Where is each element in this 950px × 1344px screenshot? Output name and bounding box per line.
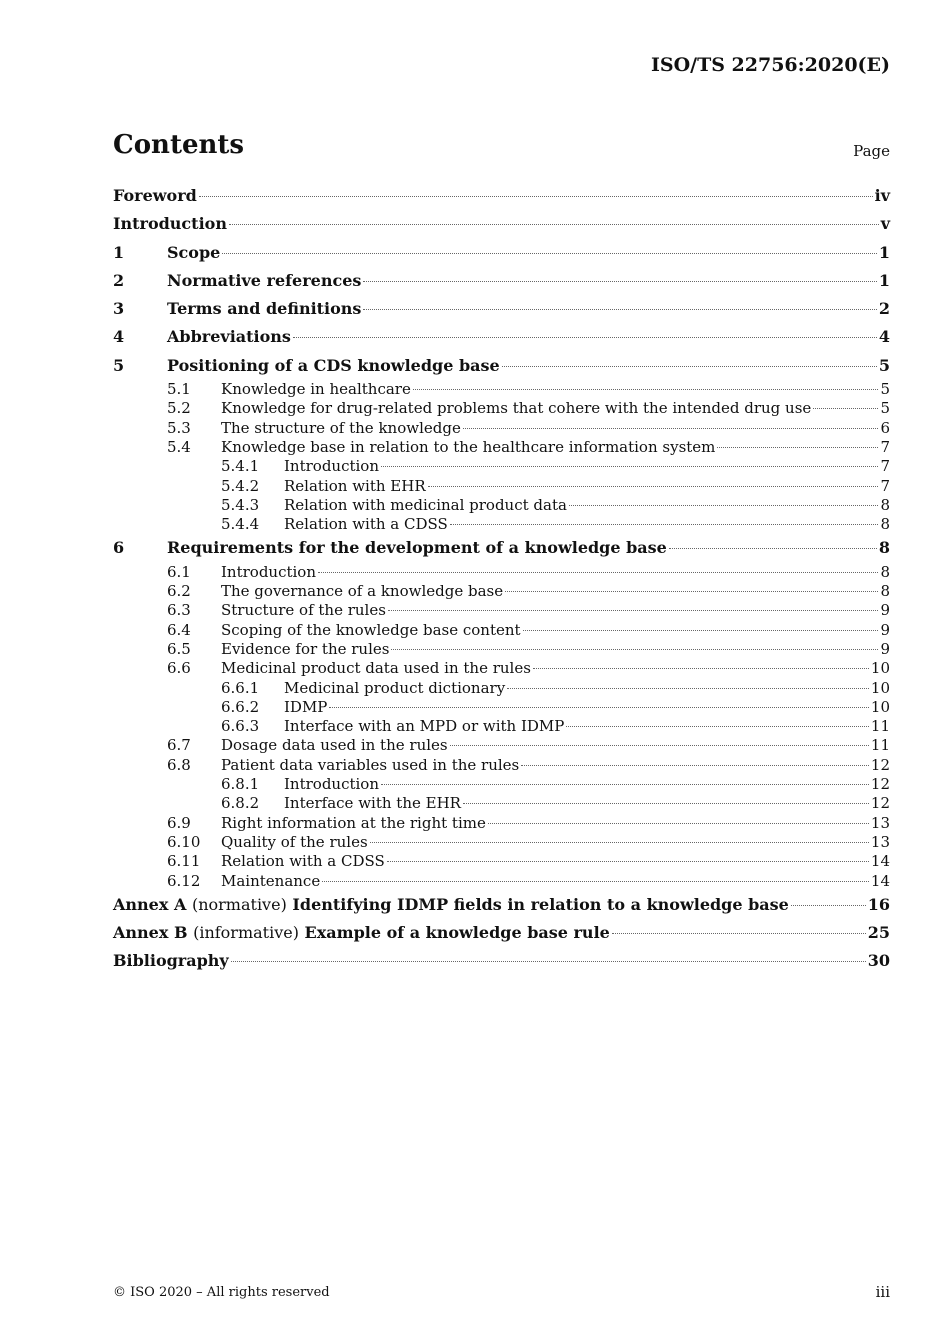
annex-type: (normative) <box>191 894 287 914</box>
toc-entry-page: 8 <box>880 582 890 601</box>
leader-dots <box>370 842 869 843</box>
annex-title: Identifying IDMP fields in relation to a knowledge base <box>292 894 789 914</box>
toc-entry-page: 10 <box>870 678 890 697</box>
toc-entry-number: 5.4.2 <box>221 476 260 495</box>
toc-entry-5-4-1[interactable] <box>113 457 890 476</box>
toc-entry-title: Scope <box>167 242 221 262</box>
toc-entry-page: iv <box>874 186 890 205</box>
toc-entry-page: 7 <box>880 437 890 456</box>
leader-dots <box>363 281 876 282</box>
toc-entry-title: Bibliography <box>113 951 229 971</box>
toc-entry-terms-and-definitions[interactable] <box>113 295 890 323</box>
toc-entry-title <box>113 891 789 919</box>
leader-dots <box>669 548 877 549</box>
toc-entry-6-7[interactable] <box>113 736 890 755</box>
toc-entry-number: 5.2 <box>167 399 191 418</box>
leader-dots <box>391 649 878 650</box>
toc-entry-page: 2 <box>878 299 890 319</box>
toc-entry-page: 1 <box>878 242 890 262</box>
leader-dots <box>388 610 879 611</box>
toc-entry-6-8[interactable] <box>113 756 890 775</box>
leader-dots <box>387 861 869 862</box>
toc-entry-number: 6.6.2 <box>221 697 260 716</box>
annex-label: Annex A <box>113 894 187 914</box>
toc-entry-6-6-2[interactable] <box>113 698 890 717</box>
leader-dots <box>569 505 879 506</box>
leader-dots <box>523 630 879 631</box>
toc-entry-page: 4 <box>878 327 890 347</box>
toc-entry-6-6-1[interactable] <box>113 679 890 698</box>
toc-entry-page: 1 <box>878 270 890 290</box>
toc-entry-title: Interface with an MPD or with IDMP <box>284 717 565 736</box>
toc-entry-page: 8 <box>880 515 890 534</box>
toc-entry-number: 4 <box>113 327 125 347</box>
toc-entry-title: Positioning of a CDS knowledge base <box>167 355 500 375</box>
toc-entry-page: 10 <box>870 697 890 716</box>
toc-entry-number: 6.3 <box>167 601 191 620</box>
toc-entry-5-3[interactable] <box>113 419 890 438</box>
toc-entry-section-5[interactable] <box>113 352 890 380</box>
toc-entry-introduction[interactable] <box>113 210 890 238</box>
toc-entry-number: 6.12 <box>167 871 201 890</box>
table-of-contents <box>113 182 890 976</box>
annex-type: (informative) <box>193 923 299 943</box>
leader-dots <box>229 224 879 225</box>
toc-entry-number: 6.9 <box>167 813 191 832</box>
toc-entry-title: Knowledge for drug-related problems that cohere with the intended drug use <box>221 399 812 418</box>
toc-entry-title: Relation with medicinal product data <box>284 495 567 514</box>
toc-entry-title: Relation with a CDSS <box>284 515 448 534</box>
toc-entry-number: 6.1 <box>167 562 191 581</box>
leader-dots <box>381 784 869 785</box>
toc-entry-number: 6.8.1 <box>221 775 260 794</box>
toc-entry-page: 9 <box>880 620 890 639</box>
toc-entry-title: The governance of a knowledge base <box>221 582 504 601</box>
toc-entry-title: Knowledge in healthcare <box>221 380 411 399</box>
toc-entry-page: 5 <box>880 399 890 418</box>
toc-entry-number: 6.11 <box>167 852 201 871</box>
toc-entry-6-9[interactable] <box>113 814 890 833</box>
toc-entry-bibliography[interactable] <box>113 947 890 975</box>
toc-entry-title: Interface with the EHR <box>284 794 461 813</box>
toc-entry-page: 13 <box>870 813 890 832</box>
leader-dots <box>293 337 877 338</box>
leader-dots <box>463 803 869 804</box>
toc-entry-6-10[interactable] <box>113 833 890 852</box>
toc-entry-title: Relation with a CDSS <box>221 852 385 871</box>
toc-entry-foreword[interactable] <box>113 182 890 210</box>
toc-entry-page: 13 <box>870 832 890 851</box>
toc-entry-page: 14 <box>870 871 890 890</box>
toc-entry-page: 14 <box>870 852 890 871</box>
toc-entry-number: 5.4.3 <box>221 495 260 514</box>
copyright-notice: © ISO 2020 – All rights reserved <box>113 1285 330 1300</box>
toc-entry-title: Dosage data used in the rules <box>221 736 448 755</box>
toc-entry-title: Foreword <box>113 186 197 205</box>
toc-entry-number: 3 <box>113 299 125 319</box>
toc-entry-6-6[interactable] <box>113 659 890 678</box>
toc-entry-title: Terms and definitions <box>167 299 362 319</box>
leader-dots <box>507 688 869 689</box>
toc-entry-title: Introduction <box>113 214 227 234</box>
toc-entry-number: 5.1 <box>167 380 191 399</box>
toc-entry-page: 5 <box>878 355 890 375</box>
toc-entry-title: Quality of the rules <box>221 832 368 851</box>
toc-entry-page: 11 <box>870 717 890 736</box>
toc-entry-annex-b[interactable] <box>113 919 890 947</box>
toc-entry-number: 6 <box>113 538 125 558</box>
toc-entry-page: 12 <box>870 775 890 794</box>
toc-entry-title: Introduction <box>284 457 379 476</box>
toc-entry-page: 30 <box>867 951 890 971</box>
toc-entry-title: Relation with EHR <box>284 476 426 495</box>
toc-entry-page: v <box>880 214 890 234</box>
leader-dots <box>463 428 879 429</box>
annex-title: Example of a knowledge base rule <box>304 923 610 943</box>
toc-entry-number: 6.6.1 <box>221 678 260 697</box>
document-id: ISO/TS 22756:2020(E) <box>650 54 890 76</box>
toc-entry-6-8-2[interactable] <box>113 794 890 813</box>
toc-entry-number: 5.4 <box>167 437 191 456</box>
toc-entry-annex-a[interactable] <box>113 891 890 919</box>
toc-entry-page: 9 <box>880 601 890 620</box>
toc-entry-number: 5 <box>113 355 125 375</box>
leader-dots <box>612 933 866 934</box>
toc-entry-title: Medicinal product dictionary <box>284 678 506 697</box>
toc-entry-number: 5.4.4 <box>221 515 260 534</box>
leader-dots <box>533 668 869 669</box>
leader-dots <box>450 745 869 746</box>
toc-entry-number: 6.6.3 <box>221 717 260 736</box>
toc-entry-title: Maintenance <box>221 871 321 890</box>
toc-entry-page: 16 <box>867 894 890 914</box>
leader-dots <box>502 366 877 367</box>
annex-label: Annex B <box>113 923 188 943</box>
leader-dots <box>791 905 866 906</box>
toc-entry-number: 6.4 <box>167 620 191 639</box>
toc-entry-page: 5 <box>880 380 890 399</box>
toc-entry-number: 5.3 <box>167 418 191 437</box>
leader-dots <box>488 823 869 824</box>
toc-entry-normative-references[interactable] <box>113 267 890 295</box>
toc-entry-title: Structure of the rules <box>221 601 386 620</box>
toc-entry-page: 12 <box>870 794 890 813</box>
toc-entry-title: Patient data variables used in the rules <box>221 755 520 774</box>
toc-entry-page: 9 <box>880 639 890 658</box>
toc-entry-title: Evidence for the rules <box>221 639 390 658</box>
toc-entry-page: 25 <box>867 923 890 943</box>
toc-entry-page: 6 <box>880 418 890 437</box>
leader-dots <box>318 572 878 573</box>
toc-entry-title: The structure of the knowledge <box>221 418 461 437</box>
toc-entry-6-11[interactable] <box>113 852 890 871</box>
toc-entry-5-4-2[interactable] <box>113 477 890 496</box>
toc-entry-number: 2 <box>113 270 125 290</box>
toc-entry-6-4[interactable] <box>113 621 890 640</box>
toc-entry-number: 6.5 <box>167 639 191 658</box>
toc-entry-page: 12 <box>870 755 890 774</box>
toc-entry-6-8-1[interactable] <box>113 775 890 794</box>
toc-entry-5-4-4[interactable] <box>113 515 890 534</box>
toc-entry-page: 7 <box>880 457 890 476</box>
toc-entry-number: 6.8 <box>167 755 191 774</box>
toc-entry-number: 1 <box>113 242 125 262</box>
toc-entry-number: 6.7 <box>167 736 191 755</box>
toc-entry-6-12[interactable] <box>113 872 890 891</box>
toc-entry-title: Medicinal product data used in the rules <box>221 659 531 678</box>
toc-entry-6-6-3[interactable] <box>113 717 890 736</box>
leader-dots <box>566 726 869 727</box>
page-column-label: Page <box>853 142 890 160</box>
toc-entry-number: 6.10 <box>167 832 201 851</box>
contents-title: Contents <box>113 130 245 160</box>
leader-dots <box>322 881 869 882</box>
toc-entry-6-2[interactable] <box>113 582 890 601</box>
toc-entry-5-1[interactable] <box>113 380 890 399</box>
toc-entry-title: Requirements for the development of a knowledge base <box>167 538 667 558</box>
leader-dots <box>521 765 869 766</box>
toc-entry-section-6[interactable] <box>113 534 890 562</box>
toc-entry-number: 5.4.1 <box>221 457 260 476</box>
toc-entry-scope[interactable] <box>113 239 890 267</box>
leader-dots <box>413 389 879 390</box>
toc-entry-title: Knowledge base in relation to the healthcare information system <box>221 437 716 456</box>
toc-entry-page: 7 <box>880 476 890 495</box>
toc-entry-abbreviations[interactable] <box>113 323 890 351</box>
toc-entry-page: 8 <box>880 495 890 514</box>
toc-entry-6-5[interactable] <box>113 640 890 659</box>
leader-dots <box>505 591 878 592</box>
toc-entry-title: Scoping of the knowledge base content <box>221 620 521 639</box>
leader-dots <box>231 961 866 962</box>
toc-entry-5-2[interactable] <box>113 399 890 418</box>
toc-entry-number: 6.8.2 <box>221 794 260 813</box>
toc-entry-title: Introduction <box>221 562 316 581</box>
toc-entry-title: Introduction <box>284 775 379 794</box>
leader-dots <box>813 408 878 409</box>
leader-dots <box>199 196 873 197</box>
toc-entry-5-4[interactable] <box>113 438 890 457</box>
page-number: iii <box>875 1283 890 1301</box>
toc-entry-page: 8 <box>878 538 890 558</box>
toc-entry-number: 6.2 <box>167 582 191 601</box>
toc-entry-title: IDMP <box>284 697 328 716</box>
leader-dots <box>717 447 878 448</box>
toc-entry-title: Abbreviations <box>167 327 291 347</box>
leader-dots <box>222 253 877 254</box>
toc-entry-title: Right information at the right time <box>221 813 486 832</box>
toc-entry-title <box>113 919 610 947</box>
toc-entry-6-3[interactable] <box>113 601 890 620</box>
toc-entry-6-1[interactable] <box>113 563 890 582</box>
toc-entry-number: 6.6 <box>167 659 191 678</box>
toc-entry-page: 10 <box>870 659 890 678</box>
leader-dots <box>381 466 878 467</box>
leader-dots <box>329 707 869 708</box>
leader-dots <box>428 486 879 487</box>
toc-entry-5-4-3[interactable] <box>113 496 890 515</box>
toc-entry-page: 11 <box>870 736 890 755</box>
toc-entry-title: Normative references <box>167 270 362 290</box>
toc-entry-page: 8 <box>880 562 890 581</box>
leader-dots <box>363 309 876 310</box>
leader-dots <box>450 524 879 525</box>
